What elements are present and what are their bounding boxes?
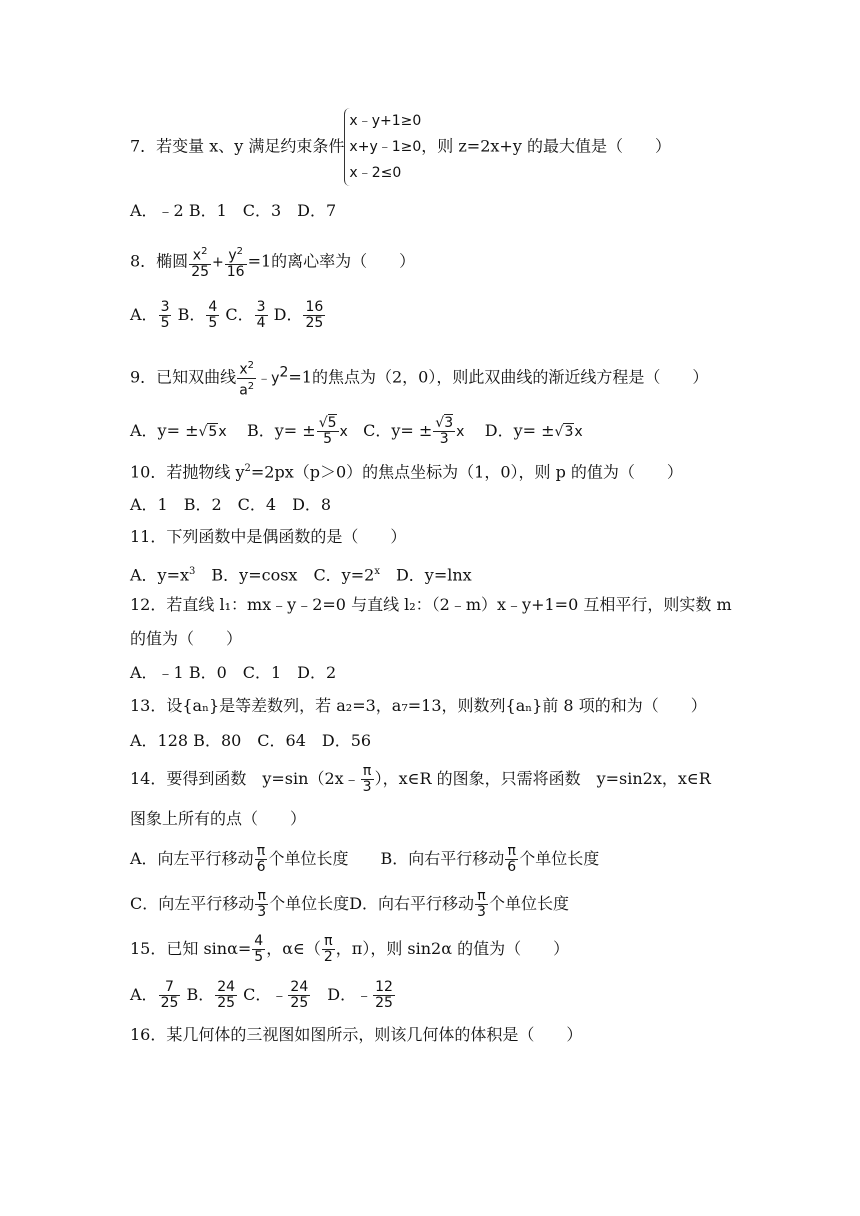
- q7-constraint-system: [344, 108, 421, 186]
- q14-answers-ab: [130, 844, 599, 875]
- q15-option-a-frac: $\frac{7}{25}$: [160, 979, 179, 1011]
- q8-answers: [130, 300, 326, 331]
- q8-option-a-frac: $\frac{3}{5}$: [160, 299, 170, 331]
- q15-option-b: B．: [181, 985, 215, 1004]
- q7-constraint-3: x﹣2≤0: [349, 165, 402, 181]
- q11-answers-c: D．y=lnx: [379, 565, 472, 585]
- q9-option-d: D．y= ±: [484, 421, 555, 440]
- q14-option-b-tail: 个单位长度: [519, 849, 600, 868]
- question-10: 10．若抛物线 $y^2=2px(p>0)$的焦点坐标为（1，0），则 p 的值为（ ）: [130, 462, 683, 482]
- q7-constraint-1: x﹣y+1≥0: [349, 113, 422, 129]
- question-16: 16．某几何体的三视图如图所示，则该几何体的体积是（ ）: [130, 1025, 583, 1044]
- q9-answers: A．y= ±√5x B．y= ± $\frac{√5}{5}$ x C．y= ± $\frac{√3}{3}$ x D．y= ±√3x: [130, 415, 583, 447]
- q9-option-a: A．y= ±: [130, 421, 199, 440]
- q14-option-b: B．向右平行移动: [348, 849, 505, 868]
- question-7: [130, 108, 671, 186]
- q15-option-b-frac: $\frac{24}{25}$: [217, 979, 236, 1011]
- q14-option-b-frac: $\frac{\pi}{6}$: [507, 843, 517, 875]
- q12-line-1: 12．若直线 l₁：mx﹣y﹣2=0 与直线 l₂：（2﹣m）x﹣y+1=0 互相平行，则实数 m: [130, 595, 732, 614]
- q13-answers: A．128 B．80 C．64 D．56: [130, 731, 372, 750]
- q8-option-c-label: C．: [225, 305, 254, 324]
- q14-option-d: D．向右平行移动: [349, 894, 475, 913]
- q8-eq-tail: =1的离心率为（ ）: [247, 251, 416, 271]
- q14-option-d-tail: 个单位长度: [488, 894, 569, 913]
- q8-option-d-label: D．: [273, 305, 303, 324]
- q9-option-b-frac: $\frac{√5}{5}$: [318, 415, 337, 447]
- q10-text-a: 10．若抛物线 y: [130, 462, 245, 482]
- q14-line-1: [130, 764, 711, 795]
- q15-option-d-frac: $\frac{12}{25}$: [375, 979, 393, 1011]
- q14-option-c-tail: 个单位长度: [269, 894, 350, 913]
- q15-frac-4-5: $\frac{4}{5}$: [254, 933, 264, 965]
- q15-option-c: C．﹣: [238, 985, 288, 1004]
- q7-constraint-2: x+y﹣1≥0: [349, 139, 422, 155]
- q15-answers: [130, 980, 396, 1011]
- q8-option-b-label: B．: [177, 305, 206, 324]
- q10-text-b: =2px（p＞0）的焦点坐标为（1，0），则 p 的值为（ ）: [250, 462, 683, 482]
- q9-mid: ﹣y: [257, 370, 280, 387]
- q15-text-a: 15．已知 sinα=: [130, 939, 252, 958]
- q10-answers: A．1 B．2 C．4 D．8: [130, 495, 332, 514]
- q14-line-2: 图象上所有的点（ ）: [130, 809, 307, 828]
- q9-tail: =1的焦点为（2，0），则此双曲线的渐近线方程是（ ）: [288, 367, 709, 387]
- question-11: 11．下列函数中是偶函数的是（ ）: [130, 527, 407, 546]
- q8-label: 8．椭圆: [130, 251, 189, 271]
- q11-answers-b: B．y=cosx C．y=2: [195, 565, 375, 585]
- question-9: 9．已知双曲线 $\frac{x^2}{a^2}$ $﹣y^2=1$的焦点为（2，0），则此双曲线的渐近线方程是（ ）: [130, 360, 709, 399]
- q9-frac: $\frac{x^2}{a^2}$: [239, 360, 255, 399]
- q14-option-a-frac: $\frac{\pi}{6}$: [256, 843, 266, 875]
- q8-frac-x: $\frac{x^2}{25}$: [191, 246, 210, 280]
- q11-answers-a: A．y=x: [130, 565, 190, 585]
- q9-option-d-sqrt: √3: [554, 424, 574, 440]
- q12-answers: A．﹣1 B．0 C．1 D．2: [130, 663, 337, 682]
- q9-option-c-frac: $\frac{√3}{3}$: [435, 415, 454, 447]
- q9-label: 9．已知双曲线: [130, 367, 237, 387]
- q8-option-c-frac: $\frac{3}{4}$: [256, 299, 266, 331]
- q11-answers: A．$y=x^3$ B．y=cosx C．$y=2^x$ D．y=lnx: [130, 565, 472, 585]
- q14-option-a-tail: 个单位长度: [268, 849, 349, 868]
- q9-option-c: C．y= ±: [363, 421, 433, 440]
- q8-frac-y: $\frac{y^2}{16}$: [226, 246, 245, 280]
- q15-text-c: ，π），则 sin2α 的值为（ ）: [335, 939, 570, 958]
- q14-frac-pi-3: $\frac{\pi}{3}$: [362, 763, 372, 795]
- q8-option-a-label: A．: [130, 305, 158, 324]
- q14-line-1a: 14．要得到函数 y=sin（2x﹣: [130, 769, 360, 788]
- question-15: [130, 934, 569, 965]
- q7-label: 7．若变量 x、y 满足约束条件: [130, 136, 345, 156]
- q14-option-c: C．向左平行移动: [130, 894, 255, 913]
- q15-frac-pi-2: $\frac{\pi}{2}$: [323, 933, 333, 965]
- q14-answers-cd: [130, 889, 569, 920]
- q15-option-d: D．﹣: [311, 985, 373, 1004]
- q8-option-d-frac: $\frac{16}{25}$: [305, 299, 324, 331]
- q8-option-b-frac: $\frac{4}{5}$: [208, 299, 218, 331]
- q15-option-a: A．: [130, 985, 158, 1004]
- q14-option-c-frac: $\frac{\pi}{3}$: [257, 888, 267, 920]
- q12-line-2: 的值为（ ）: [130, 629, 243, 648]
- q15-text-b: ，α∈（: [266, 939, 321, 958]
- q14-option-a: A．向左平行移动: [130, 849, 254, 868]
- q9-option-a-sqrt: √5: [198, 424, 218, 440]
- q7-tail: ，则 z=2x+y 的最大值是（ ）: [421, 136, 671, 156]
- question-8: 8．椭圆 $\frac{x^2}{25}$ + $\frac{y^2}{16}$ =1的离心率为（ ）: [130, 246, 416, 280]
- q14-option-d-frac: $\frac{\pi}{3}$: [477, 888, 486, 920]
- q9-option-b: B．y= ±: [246, 421, 316, 440]
- q14-line-1b: ），x∈R 的图象，只需将函数 y=sin2x，x∈R: [374, 769, 711, 788]
- q7-answers: A．﹣2 B．1 C．3 D．7: [130, 201, 337, 220]
- question-13: 13．设{aₙ}是等差数列，若 a₂=3，a₇=13，则数列{aₙ}前 8 项的和为（ ）: [130, 696, 707, 715]
- q15-option-c-frac: $\frac{24}{25}$: [290, 979, 309, 1011]
